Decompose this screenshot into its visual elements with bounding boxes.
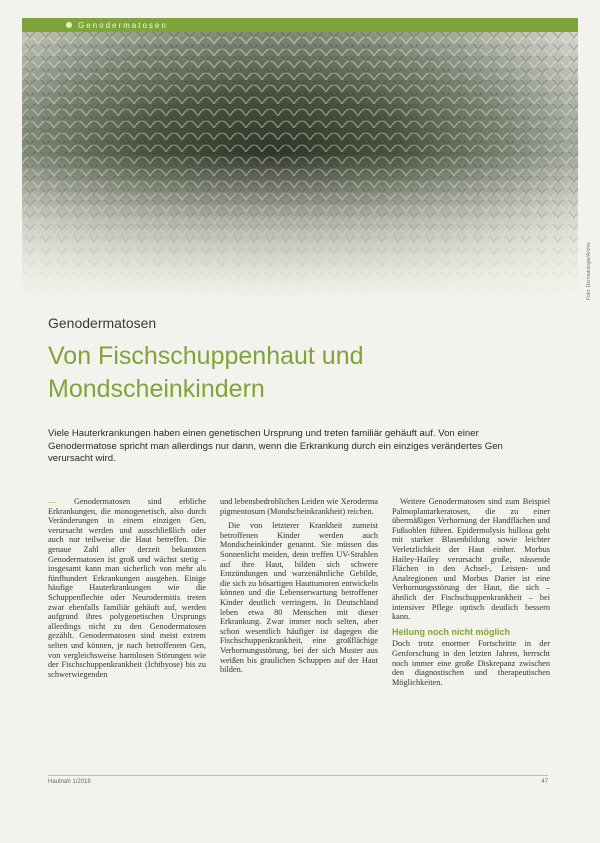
headline-line-2: Mondscheinkindern [48, 375, 265, 403]
page-number: 47 [541, 779, 548, 785]
article-body [48, 497, 552, 757]
article-lead: Viele Hauterkrankungen haben einen genetischen Ursprung und treten familiär gehäuft auf. Von einer Genodermatose spricht man allerdings nur dann, wenn die Erkrankung durch ein einziges verändertes Gen verursacht wird. [48, 428, 503, 464]
fish-scale-photo [22, 32, 578, 300]
body-column-1 [48, 497, 206, 757]
section-label: Genodermatosen [78, 20, 168, 30]
headline-line-1: Von Fischschuppenhaut und [48, 342, 364, 370]
article-headline [48, 340, 548, 406]
body-paragraph: Doch trotz enormer Fortschritte in der Genforschung in den letzten Jahren, herrscht noch immer eine große Diskrepanz zwischen den diagnostischen und therapeutischen Möglichkeiten. [392, 639, 550, 687]
start-dash-icon: — [48, 497, 74, 506]
body-paragraph: Genodermatosen sind erbliche Erkrankungen, die monogenetisch, also durch Veränderungen in einem einzigen Gen, verursacht werden und ausschließlich oder auch nur teilweise die Haut betreffen. Die genaue Zahl aller derzeit bekannten Genodermatosen ist groß und wächst stetig – insgesamt kann man sicherlich von mehr als fünfhundert Erkrankungen ausgehen. Einige häufige Hauterkrankungen wie die Schuppenflechte oder Neurodermitis treten zwar ebenfalls familiär gehäuft auf, werden aufgrund ihres polygenetischen Ursprungs allerdings nicht zu den Genodermatosen gezählt. Genodermatosen sind meist extrem selten und können, je nach betroffenem Gen, von vergleichsweise harmlosen Störungen wie der Fischschuppenkrankheit (Ichthyose) bis zu schwerwiegenden [48, 497, 207, 679]
bullet-dot-icon [66, 22, 72, 28]
body-column-3 [392, 497, 550, 757]
body-paragraph: und lebensbedrohlichen Leiden wie Xeroderma pigmentosum (Mondscheinkrankheit) reichen. [220, 497, 378, 516]
article-kicker: Genodermatosen [48, 315, 157, 331]
issue-label: Hautnah 1/2018 [48, 779, 91, 785]
body-column-2 [220, 497, 378, 757]
scale-texture-image [22, 32, 578, 300]
section-subheading: Heilung noch nicht möglich [392, 626, 510, 637]
section-header-band [22, 18, 578, 32]
body-paragraph: Die von letzterer Krankheit zumeist betroffenen Kinder werden auch Mondscheinkinder genannt. Sie müssen das Sonnenlicht meiden, denn treffen UV-Strahlen auf ihre Haut, bilden sich schwere Entzündungen und warzenähnliche Gebilde, die sich zu bösartigen Hauttumoren entwickeln können und die Lebenserwartung betroffener Kinder deutlich verringern. In Deutschland leben etwa 80 Menschen mit dieser Erkrankung. Zwar immer noch selten, aber schon wesentlich häufiger ist dagegen die Fischschuppenkrankheit, eine großflächige Verhornungsstörung, bei der sich Muster aus weißen bis graulichen Schuppen auf der Haut bilden. [220, 521, 378, 675]
photo-credit: Foto: Dermatologie/Archiv [586, 242, 592, 300]
page-footer [48, 775, 548, 786]
body-paragraph: Weitere Genodermatosen sind zum Beispiel Palmoplantarkeratosen, die zu einer übermäßigen Verhornung der Handflächen und Fußsohlen führen. Epidermolysis bullosa geht mit starker Blasenbildung sowie leichter Verletzlichkeit der Haut einher. Morbus Hailey-Hailey verursacht große, nässende Flächen in den Achsel-, Leisten- und Analregionen und Morbus Darier ist eine Verhornungsstörung der Haut, die sich – ähnlich der Fischschuppenkrankheit – bei intensiver Pflege optisch deutlich bessern kann. [392, 497, 550, 622]
